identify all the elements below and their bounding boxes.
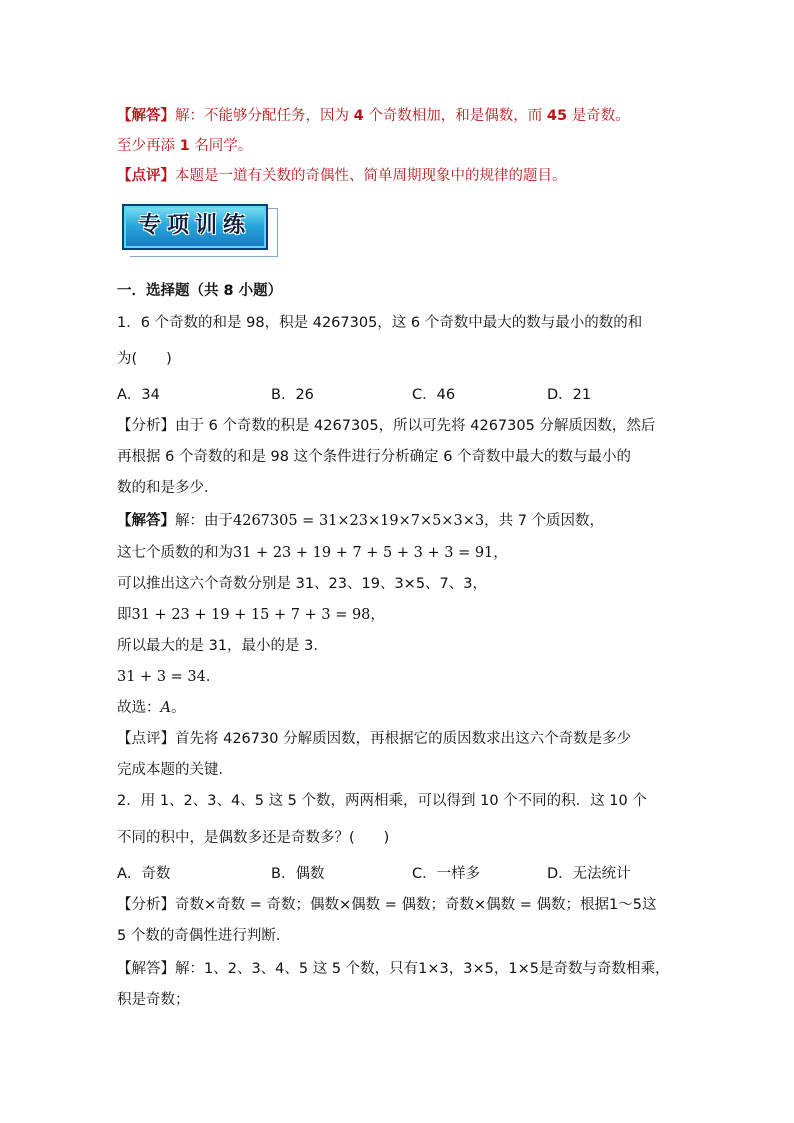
review-text: 本题是一道有关数的奇偶性、简单周期现象中的规律的题目。 — [175, 168, 567, 184]
q2-option-c: C．一样多 — [412, 866, 481, 882]
review-line — [117, 164, 567, 185]
q2-solution-line-2: 积是奇数； — [117, 992, 190, 1008]
answer-number-45: 45 — [546, 108, 568, 124]
q1-stem-line-2: 为( ) — [117, 351, 172, 367]
q1-solution-line-7 — [117, 696, 185, 717]
answer-text-a: 解：不能够分配任务，因为 — [175, 108, 349, 124]
q1-option-a: A．34 — [117, 387, 160, 403]
q2-option-b: B．偶数 — [271, 866, 325, 882]
q2-solution-line-1: 【解答】解：1、2、3、4、5 这 5 个数，只有1×3，3×5，1×5是奇数与奇数相乘， — [117, 961, 670, 977]
answer-line-1 — [117, 104, 630, 125]
q1-factorization-formula: 4267305 = 31×23×19×7×5×3×3 — [233, 513, 485, 529]
answer-line2-b: 名同学。 — [194, 138, 253, 154]
q1-stem-line-1: 1．6 个奇数的和是 98，积是 4267305，这 6 个奇数中最大的数与最小的数的和 — [117, 315, 643, 331]
q1-solution-tag: 【解答】 — [117, 513, 175, 529]
banner-title: 专项训练 — [138, 213, 251, 238]
q1-solution-line-2 — [117, 541, 508, 562]
q2-stem-line-1: 2．用 1、2、3、4、5 这 5 个数，两两相乘，可以得到 10 个不同的积．这 10 个 — [117, 793, 647, 809]
answer-line2-a: 至少再添 — [117, 138, 175, 154]
answer-text-c: 是奇数。 — [571, 108, 630, 124]
q1-check-formula: 31 + 23 + 19 + 15 + 7 + 3 = 98 — [131, 607, 371, 623]
q1-solution-line-4 — [117, 603, 385, 624]
q1-option-c: C．46 — [412, 387, 456, 403]
q1-choice-period: 。 — [170, 700, 186, 716]
answer-line-2 — [117, 134, 252, 155]
answer-number-4: 4 — [353, 108, 364, 124]
q1-sum-label: 这七个质数的和为 — [117, 545, 233, 561]
q1-solution-text-a: 解：由于 — [175, 513, 233, 529]
q2-analysis-line-2: 5 个数的奇偶性进行判断． — [117, 928, 291, 944]
q1-result-formula: 31 + 3 = 34 — [117, 669, 206, 685]
q1-analysis-line-3: 数的和是多少． — [117, 480, 219, 496]
section-banner — [122, 204, 278, 256]
q1-choice-label: 故选： — [117, 700, 161, 716]
q1-analysis-line-1: 【分析】由于 6 个奇数的积是 4267305，所以可先将 4267305 分解质因数，然后 — [117, 418, 656, 434]
q2-option-a: A．奇数 — [117, 866, 171, 882]
q1-analysis-line-2: 再根据 6 个奇数的和是 98 这个条件进行分析确定 6 个奇数中最大的数与最小的 — [117, 449, 632, 465]
answer-number-1: 1 — [179, 138, 190, 154]
q1-solution-line-6 — [117, 665, 220, 686]
q1-option-b: B．26 — [271, 387, 314, 403]
q1-review-line-1: 【点评】首先将 426730 分解质因数，再根据它的质因数求出这六个奇数是多少 — [117, 731, 632, 747]
section-heading: 一．选择题（共 8 小题） — [117, 283, 283, 299]
q2-stem-line-2: 不同的积中，是偶数多还是奇数多？( ) — [117, 830, 390, 846]
q1-solution-line-5: 所以最大的是 31，最小的是 3． — [117, 638, 328, 654]
q1-review-line-2: 完成本题的关键． — [117, 762, 233, 778]
q2-option-d: D．无法统计 — [547, 866, 631, 882]
q1-solution-line-1 — [117, 509, 604, 530]
q1-sum-formula: 31 + 23 + 19 + 7 + 5 + 3 + 3 = 91 — [233, 545, 494, 561]
q1-result-period: ． — [205, 669, 221, 685]
q1-solution-text-b: ，共 7 个质因数， — [484, 513, 605, 529]
q1-option-d: D．21 — [547, 387, 592, 403]
q1-sum-comma: ， — [493, 545, 508, 561]
q1-check-comma: ， — [370, 607, 385, 623]
q1-solution-line-3: 可以推出这六个奇数分别是 31、23、19、3×5、7、3， — [117, 576, 488, 592]
q2-analysis-line-1: 【分析】奇数×奇数 = 奇数；偶数×偶数 = 偶数；奇数×偶数 = 偶数；根据1～5这 — [117, 897, 657, 913]
answer-tag: 【解答】 — [117, 108, 175, 124]
q1-check-label: 即 — [117, 607, 132, 623]
answer-text-b: 个奇数相加，和是偶数，而 — [368, 108, 543, 124]
review-tag: 【点评】 — [117, 168, 175, 184]
q1-choice-answer: A — [160, 700, 171, 716]
